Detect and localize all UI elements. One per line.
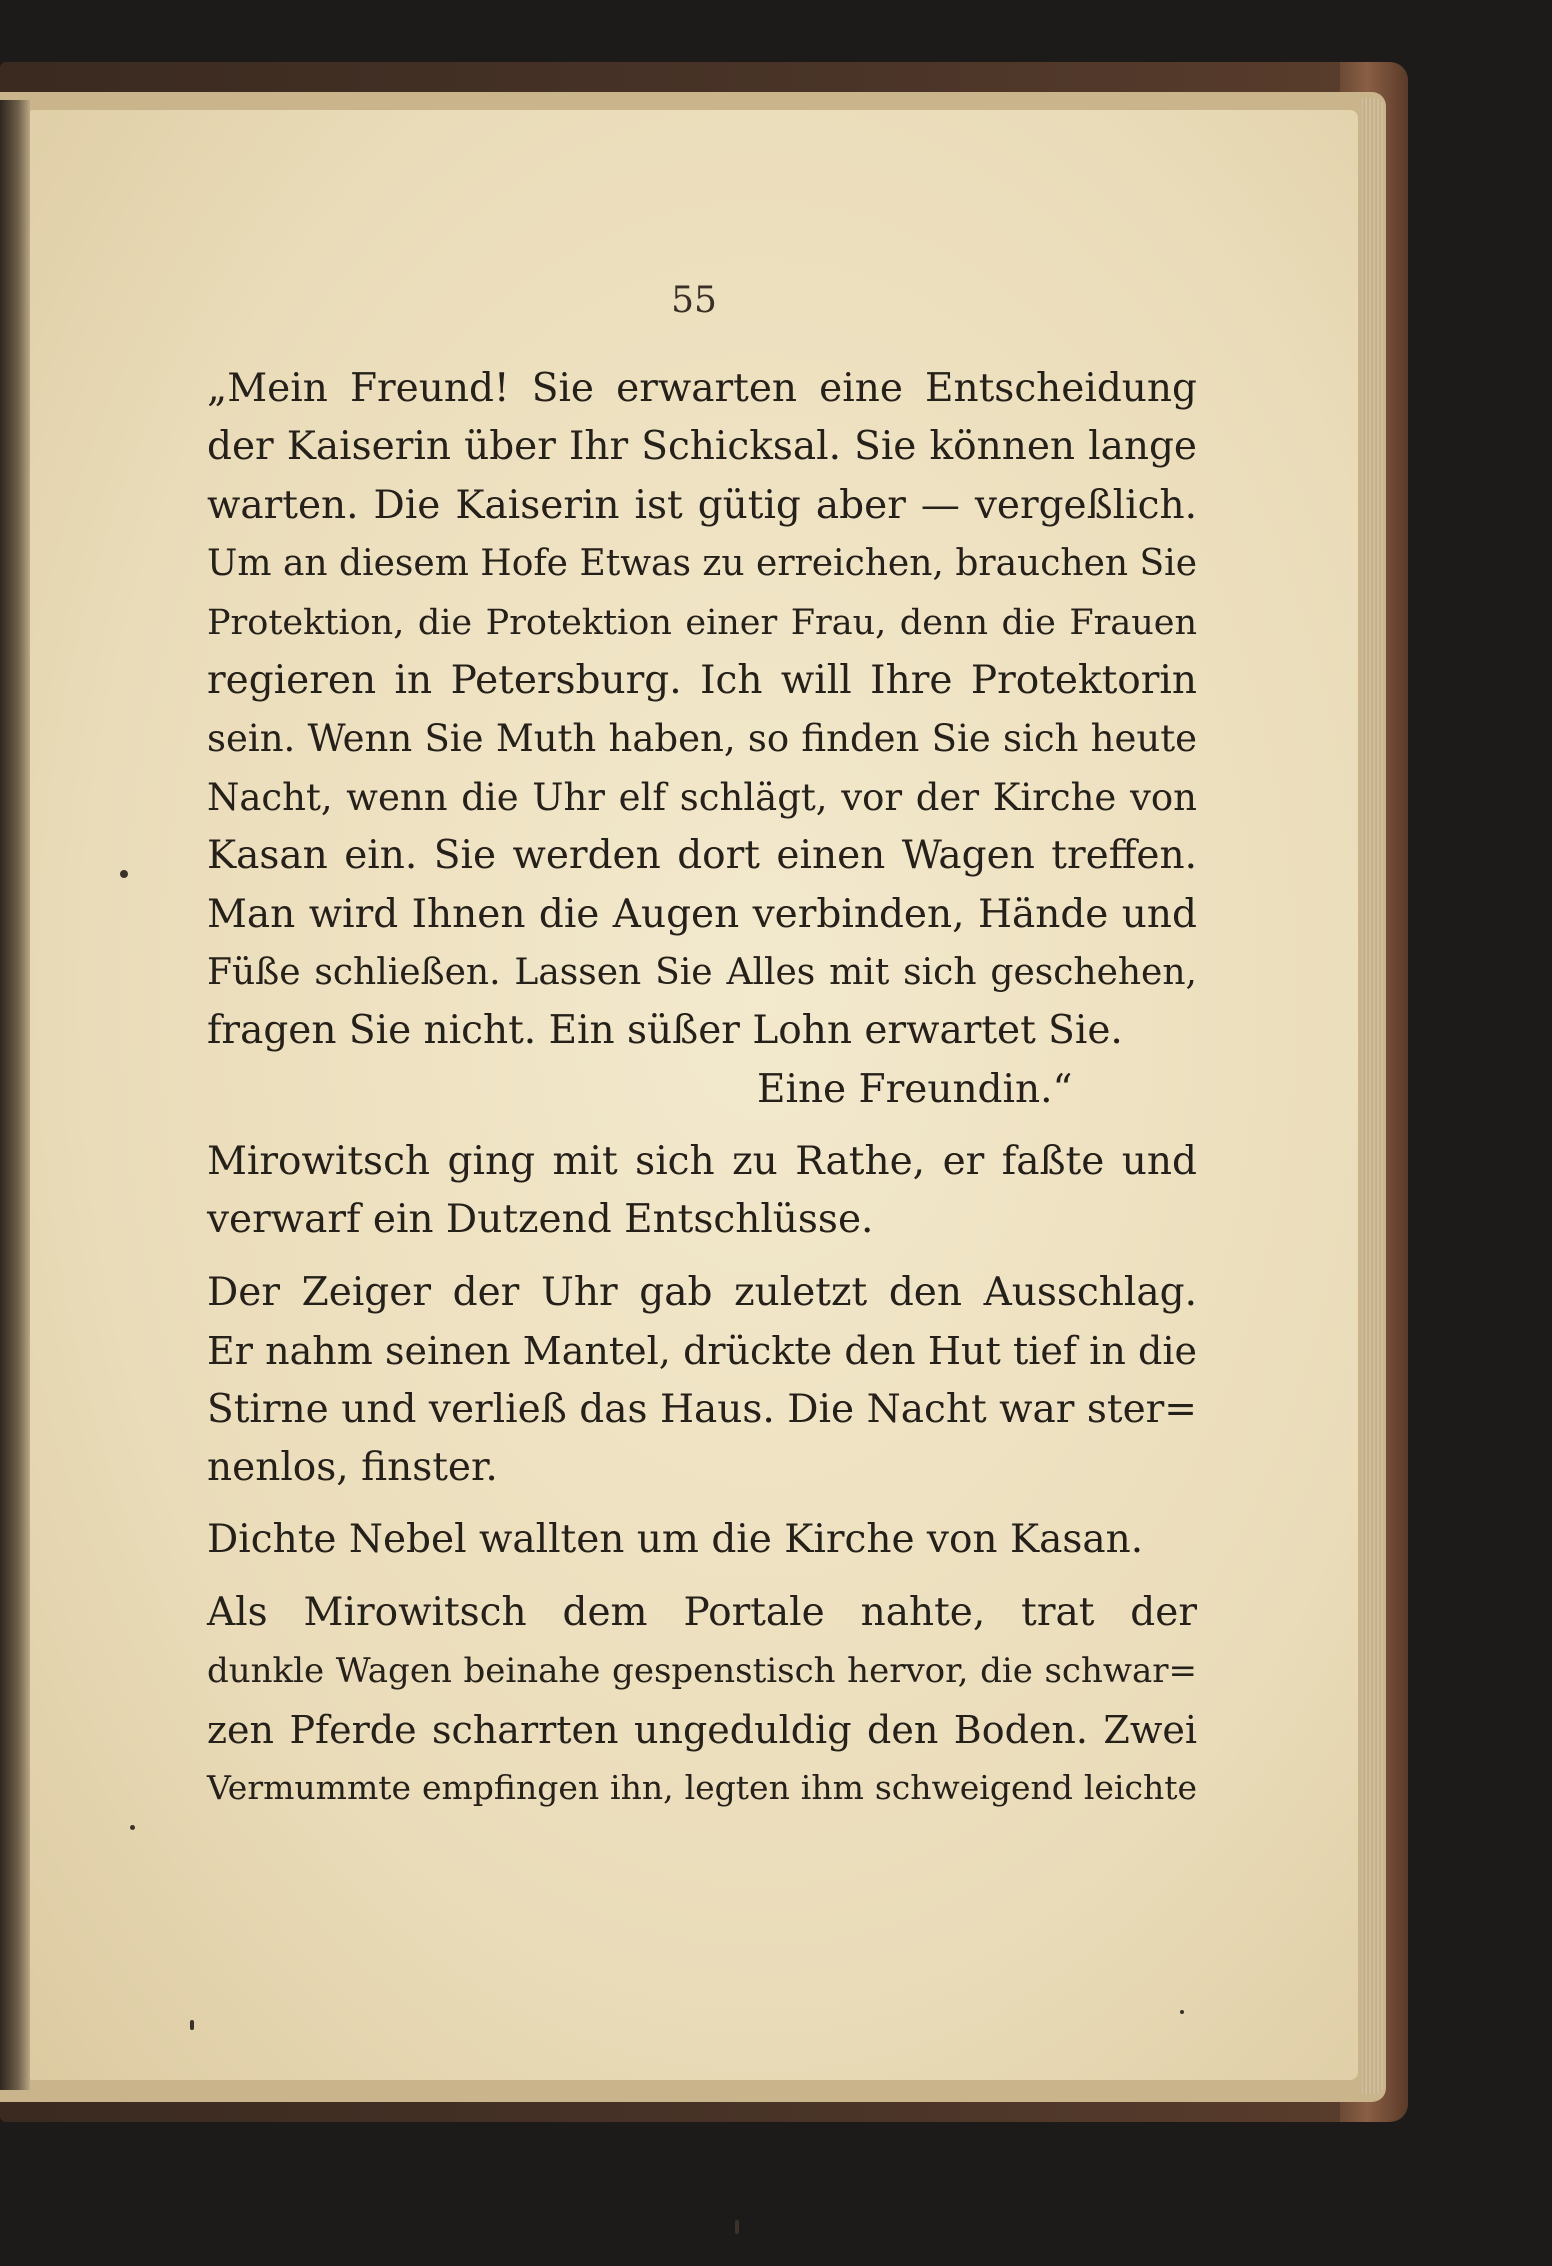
text-line: Nacht, wenn die Uhr elf schlägt, vor der Kirche von <box>207 775 1197 819</box>
text-line: Stirne und verließ das Haus. Die Nacht war ster= <box>207 1386 1197 1432</box>
text-line: nenlos, finster. <box>207 1445 498 1491</box>
paragraph <box>207 1133 1197 1250</box>
text-line: Protektion, die Protektion einer Frau, denn die Frauen <box>207 602 1197 643</box>
text-line: sein. Wenn Sie Muth haben, so finden Sie sich heute <box>207 717 1197 761</box>
text-line: Kasan ein. Sie werden dort einen Wagen treffen. <box>207 833 1197 879</box>
page-edges <box>1362 98 1384 2094</box>
paragraph <box>207 1511 1197 1569</box>
text-line: Um an diesem Hofe Etwas zu erreichen, brauchen Sie <box>207 543 1197 585</box>
text-line: Der Zeiger der Uhr gab zuletzt den Ausschlag. <box>207 1269 1197 1315</box>
text-line: Dichte Nebel wallten um die Kirche von Kasan. <box>207 1517 1144 1563</box>
text-line: Vermummte empfingen ihn, legten ihm schweigend leichte <box>207 1767 1197 1807</box>
text-line: Mirowitsch ging mit sich zu Rathe, er faßte und <box>207 1139 1197 1185</box>
text-line: Als Mirowitsch dem Portale nahte, trat der <box>207 1589 1197 1635</box>
paragraph <box>207 1264 1197 1498</box>
paper-speck <box>1180 2010 1184 2014</box>
text-line: der Kaiserin über Ihr Schicksal. Sie können lange <box>207 424 1197 470</box>
paper-speck <box>735 2220 739 2234</box>
text-line: „Mein Freund! Sie erwarten eine Entscheidung <box>207 366 1197 411</box>
previous-page-strip <box>0 100 30 2090</box>
text-line: zen Pferde scharrten ungeduldig den Boden. Zwei <box>207 1707 1197 1752</box>
book-page <box>30 110 1358 2080</box>
text-line: regieren in Petersburg. Ich will Ihre Protektorin <box>207 657 1197 703</box>
text-line: Man wird Ihnen die Augen verbinden, Hände und <box>207 891 1197 937</box>
text-line: warten. Die Kaiserin ist gütig aber — vergeßlich. <box>207 482 1197 528</box>
text-line: fragen Sie nicht. Ein süßer Lohn erwartet Sie. <box>207 1008 1123 1054</box>
paper-speck <box>130 1825 135 1830</box>
letter-signature: Eine Freundin.“ <box>757 1066 1073 1112</box>
page-text <box>207 360 1197 1817</box>
page-number: 55 <box>671 280 717 321</box>
text-line: Er nahm seinen Mantel, drückte den Hut tief in die <box>207 1329 1197 1374</box>
paper-speck <box>190 2020 194 2030</box>
paper-speck <box>120 870 128 878</box>
text-line: verwarf ein Dutzend Entschlüsse. <box>207 1197 874 1243</box>
text-line: Füße schließen. Lassen Sie Alles mit sich geschehen, <box>207 951 1197 993</box>
paragraph <box>207 1584 1197 1818</box>
paragraph-letter <box>207 360 1197 1119</box>
text-line: dunkle Wagen beinahe gespenstisch hervor, die schwar= <box>207 1651 1197 1692</box>
